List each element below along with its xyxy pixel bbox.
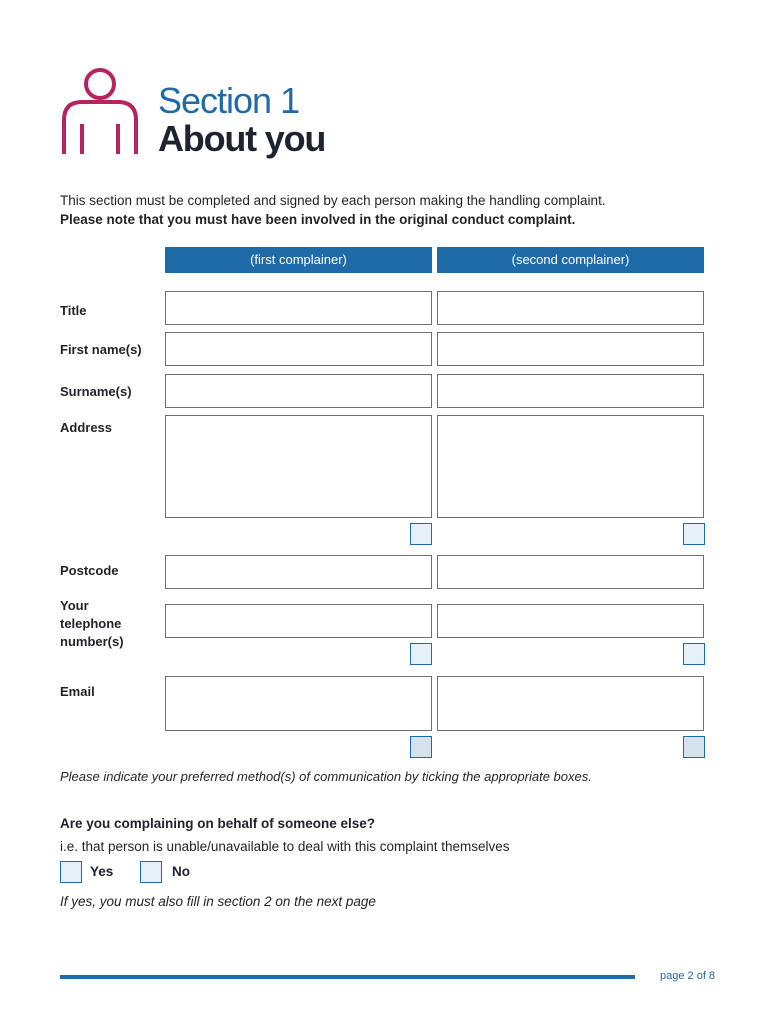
behalf-question: Are you complaining on behalf of someone else?	[60, 816, 376, 831]
email-field-first[interactable]	[165, 676, 432, 731]
person-icon	[60, 64, 140, 156]
email-label: Email	[60, 684, 95, 699]
telephone-label	[60, 597, 124, 651]
telephone-field-second[interactable]	[437, 604, 704, 638]
intro-note: Please note that you must have been involved in the original conduct complaint.	[60, 212, 576, 227]
telephone-preferred-checkbox-first[interactable]	[410, 643, 432, 665]
title-field-first[interactable]	[165, 291, 432, 325]
telephone-preferred-checkbox-second[interactable]	[683, 643, 705, 665]
yes-checkbox[interactable]	[60, 861, 82, 883]
no-label: No	[172, 864, 190, 879]
behalf-subtext: i.e. that person is unable/unavailable to deal with this complaint themselves	[60, 839, 510, 854]
telephone-label-line2: telephone	[60, 616, 122, 631]
surname-label: Surname(s)	[60, 384, 132, 399]
surname-field-second[interactable]	[437, 374, 704, 408]
first-name-field-second[interactable]	[437, 332, 704, 366]
address-preferred-checkbox-first[interactable]	[410, 523, 432, 545]
no-checkbox[interactable]	[140, 861, 162, 883]
address-label: Address	[60, 420, 113, 435]
footer-rule	[60, 975, 635, 979]
column-header-first: (first complainer)	[165, 247, 432, 273]
title-field-second[interactable]	[437, 291, 704, 325]
first-name-label: First name(s)	[60, 342, 142, 357]
email-field-second[interactable]	[437, 676, 704, 731]
yes-label: Yes	[90, 864, 114, 879]
address-field-first[interactable]	[165, 415, 432, 518]
address-preferred-checkbox-second[interactable]	[683, 523, 705, 545]
address-field-second[interactable]	[437, 415, 704, 518]
column-header-second: (second complainer)	[437, 247, 704, 273]
title-label: Title	[60, 303, 87, 318]
postcode-label: Postcode	[60, 563, 119, 578]
surname-field-first[interactable]	[165, 374, 432, 408]
email-preferred-checkbox-second[interactable]	[683, 736, 705, 758]
email-preferred-checkbox-first[interactable]	[410, 736, 432, 758]
section-number: Section 1	[158, 80, 300, 121]
telephone-label-line3: number(s)	[60, 634, 124, 649]
first-name-field-first[interactable]	[165, 332, 432, 366]
preferred-method-note: Please indicate your preferred method(s) of communication by ticking the appropriate boxes.	[60, 769, 592, 784]
intro-text: This section must be completed and signed by each person making the handling complaint.	[60, 193, 606, 208]
postcode-field-second[interactable]	[437, 555, 704, 589]
postcode-field-first[interactable]	[165, 555, 432, 589]
telephone-label-line1: Your	[60, 598, 89, 613]
page-number: page 2 of 8	[660, 970, 716, 982]
if-yes-note: If yes, you must also fill in section 2 on the next page	[60, 894, 376, 909]
section-title: About you	[158, 118, 326, 159]
telephone-field-first[interactable]	[165, 604, 432, 638]
